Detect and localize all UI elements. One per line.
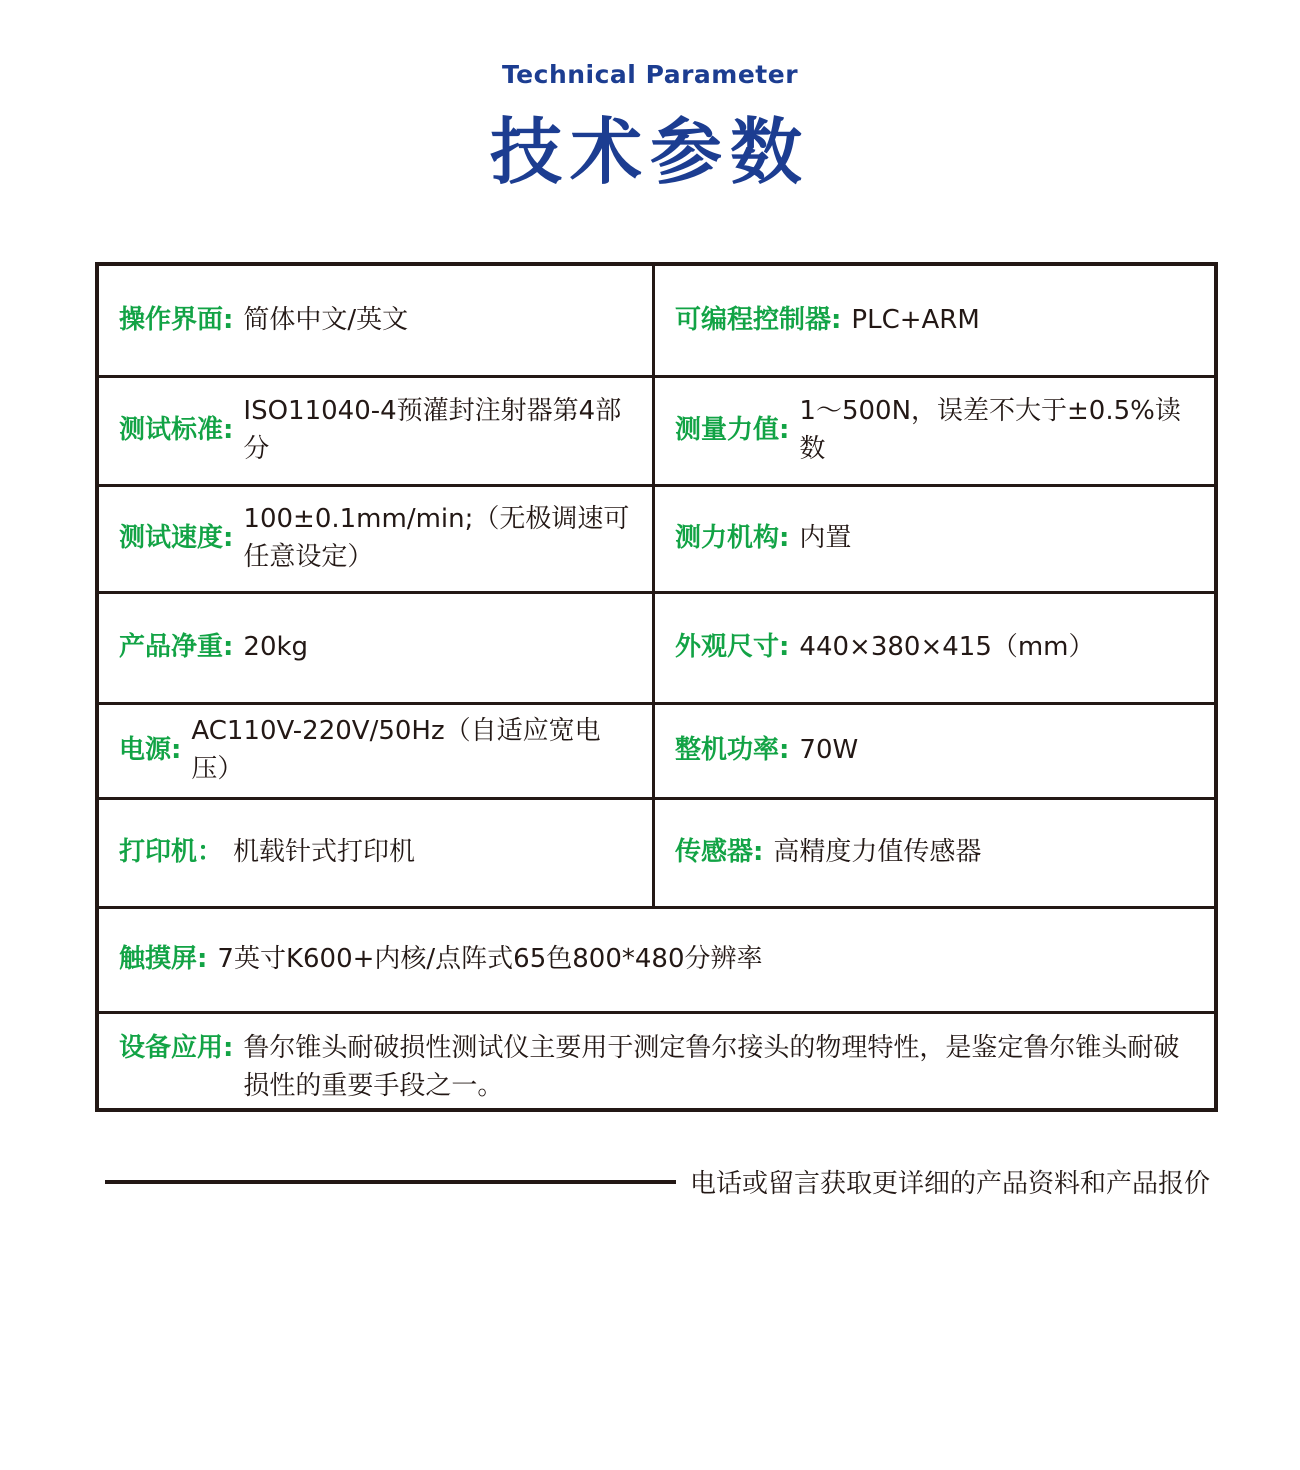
table-row [99, 375, 1214, 484]
table-cell [655, 705, 1214, 797]
spec-table [95, 262, 1218, 1112]
table-cell [99, 800, 655, 906]
page-title: 技术参数 [489, 110, 810, 194]
param-label: 操作界面: [119, 304, 234, 335]
footer [105, 1163, 1210, 1200]
table-cell [99, 378, 655, 484]
param-value: 440×380×415（mm） [799, 632, 1095, 663]
param-label: 测试速度: [119, 523, 234, 554]
param-label: 传感器: [675, 837, 764, 868]
table-cell [655, 378, 1214, 484]
param-label: 测量力值: [675, 415, 790, 446]
table-row [99, 906, 1214, 1011]
param-label: 测试标准: [119, 415, 234, 446]
param-label: 测力机构: [675, 523, 790, 554]
param-label: 整机功率: [675, 735, 790, 766]
param-value: PLC+ARM [851, 304, 980, 335]
param-label: 打印机： [119, 837, 224, 868]
param-value: 1～500N，误差不大于±0.5%读数 [799, 396, 1181, 464]
footer-divider-line [105, 1180, 676, 1184]
table-cell [655, 266, 1214, 375]
param-value: 简体中文/英文 [243, 304, 409, 335]
param-label: 触摸屏: [119, 944, 208, 975]
param-value: 100±0.1mm/min;（无极调速可任意设定） [243, 504, 630, 572]
param-value: AC110V-220V/50Hz（自适应宽电压） [191, 716, 601, 784]
param-value: 机载针式打印机 [233, 837, 416, 868]
param-label: 可编程控制器: [675, 304, 842, 335]
table-cell [99, 909, 1214, 1011]
param-value: 鲁尔锥头耐破损性测试仪主要用于测定鲁尔接头的物理特性，是鉴定鲁尔锥头耐破损性的重要手段之一。 [243, 1033, 1180, 1101]
table-row [99, 797, 1214, 906]
param-value: 70W [799, 735, 859, 766]
table-row [99, 702, 1214, 797]
param-value: 内置 [799, 523, 852, 554]
footer-note: 电话或留言获取更详细的产品资料和产品报价 [689, 1169, 1210, 1199]
table-row [99, 1011, 1214, 1108]
table-row [99, 266, 1214, 375]
table-cell [99, 1014, 1214, 1108]
param-value: 7英寸K600+内核/点阵式65色800*480分辨率 [217, 944, 763, 975]
param-value: ISO11040-4预灌封注射器第4部分 [243, 396, 622, 464]
subtitle-en: Technical Parameter [501, 60, 799, 89]
table-row [99, 591, 1214, 702]
table-row [99, 484, 1214, 591]
param-label: 电源: [119, 735, 182, 766]
table-cell [99, 594, 655, 702]
param-label: 设备应用: [119, 1033, 234, 1063]
param-label: 产品净重: [119, 632, 234, 663]
table-cell [655, 800, 1214, 906]
table-cell [655, 487, 1214, 591]
table-cell [99, 266, 655, 375]
param-value: 20kg [243, 632, 309, 663]
table-cell [655, 594, 1214, 702]
param-label: 外观尺寸: [675, 632, 790, 663]
param-value: 高精度力值传感器 [773, 837, 982, 868]
table-cell [99, 487, 655, 591]
table-cell [99, 705, 655, 797]
